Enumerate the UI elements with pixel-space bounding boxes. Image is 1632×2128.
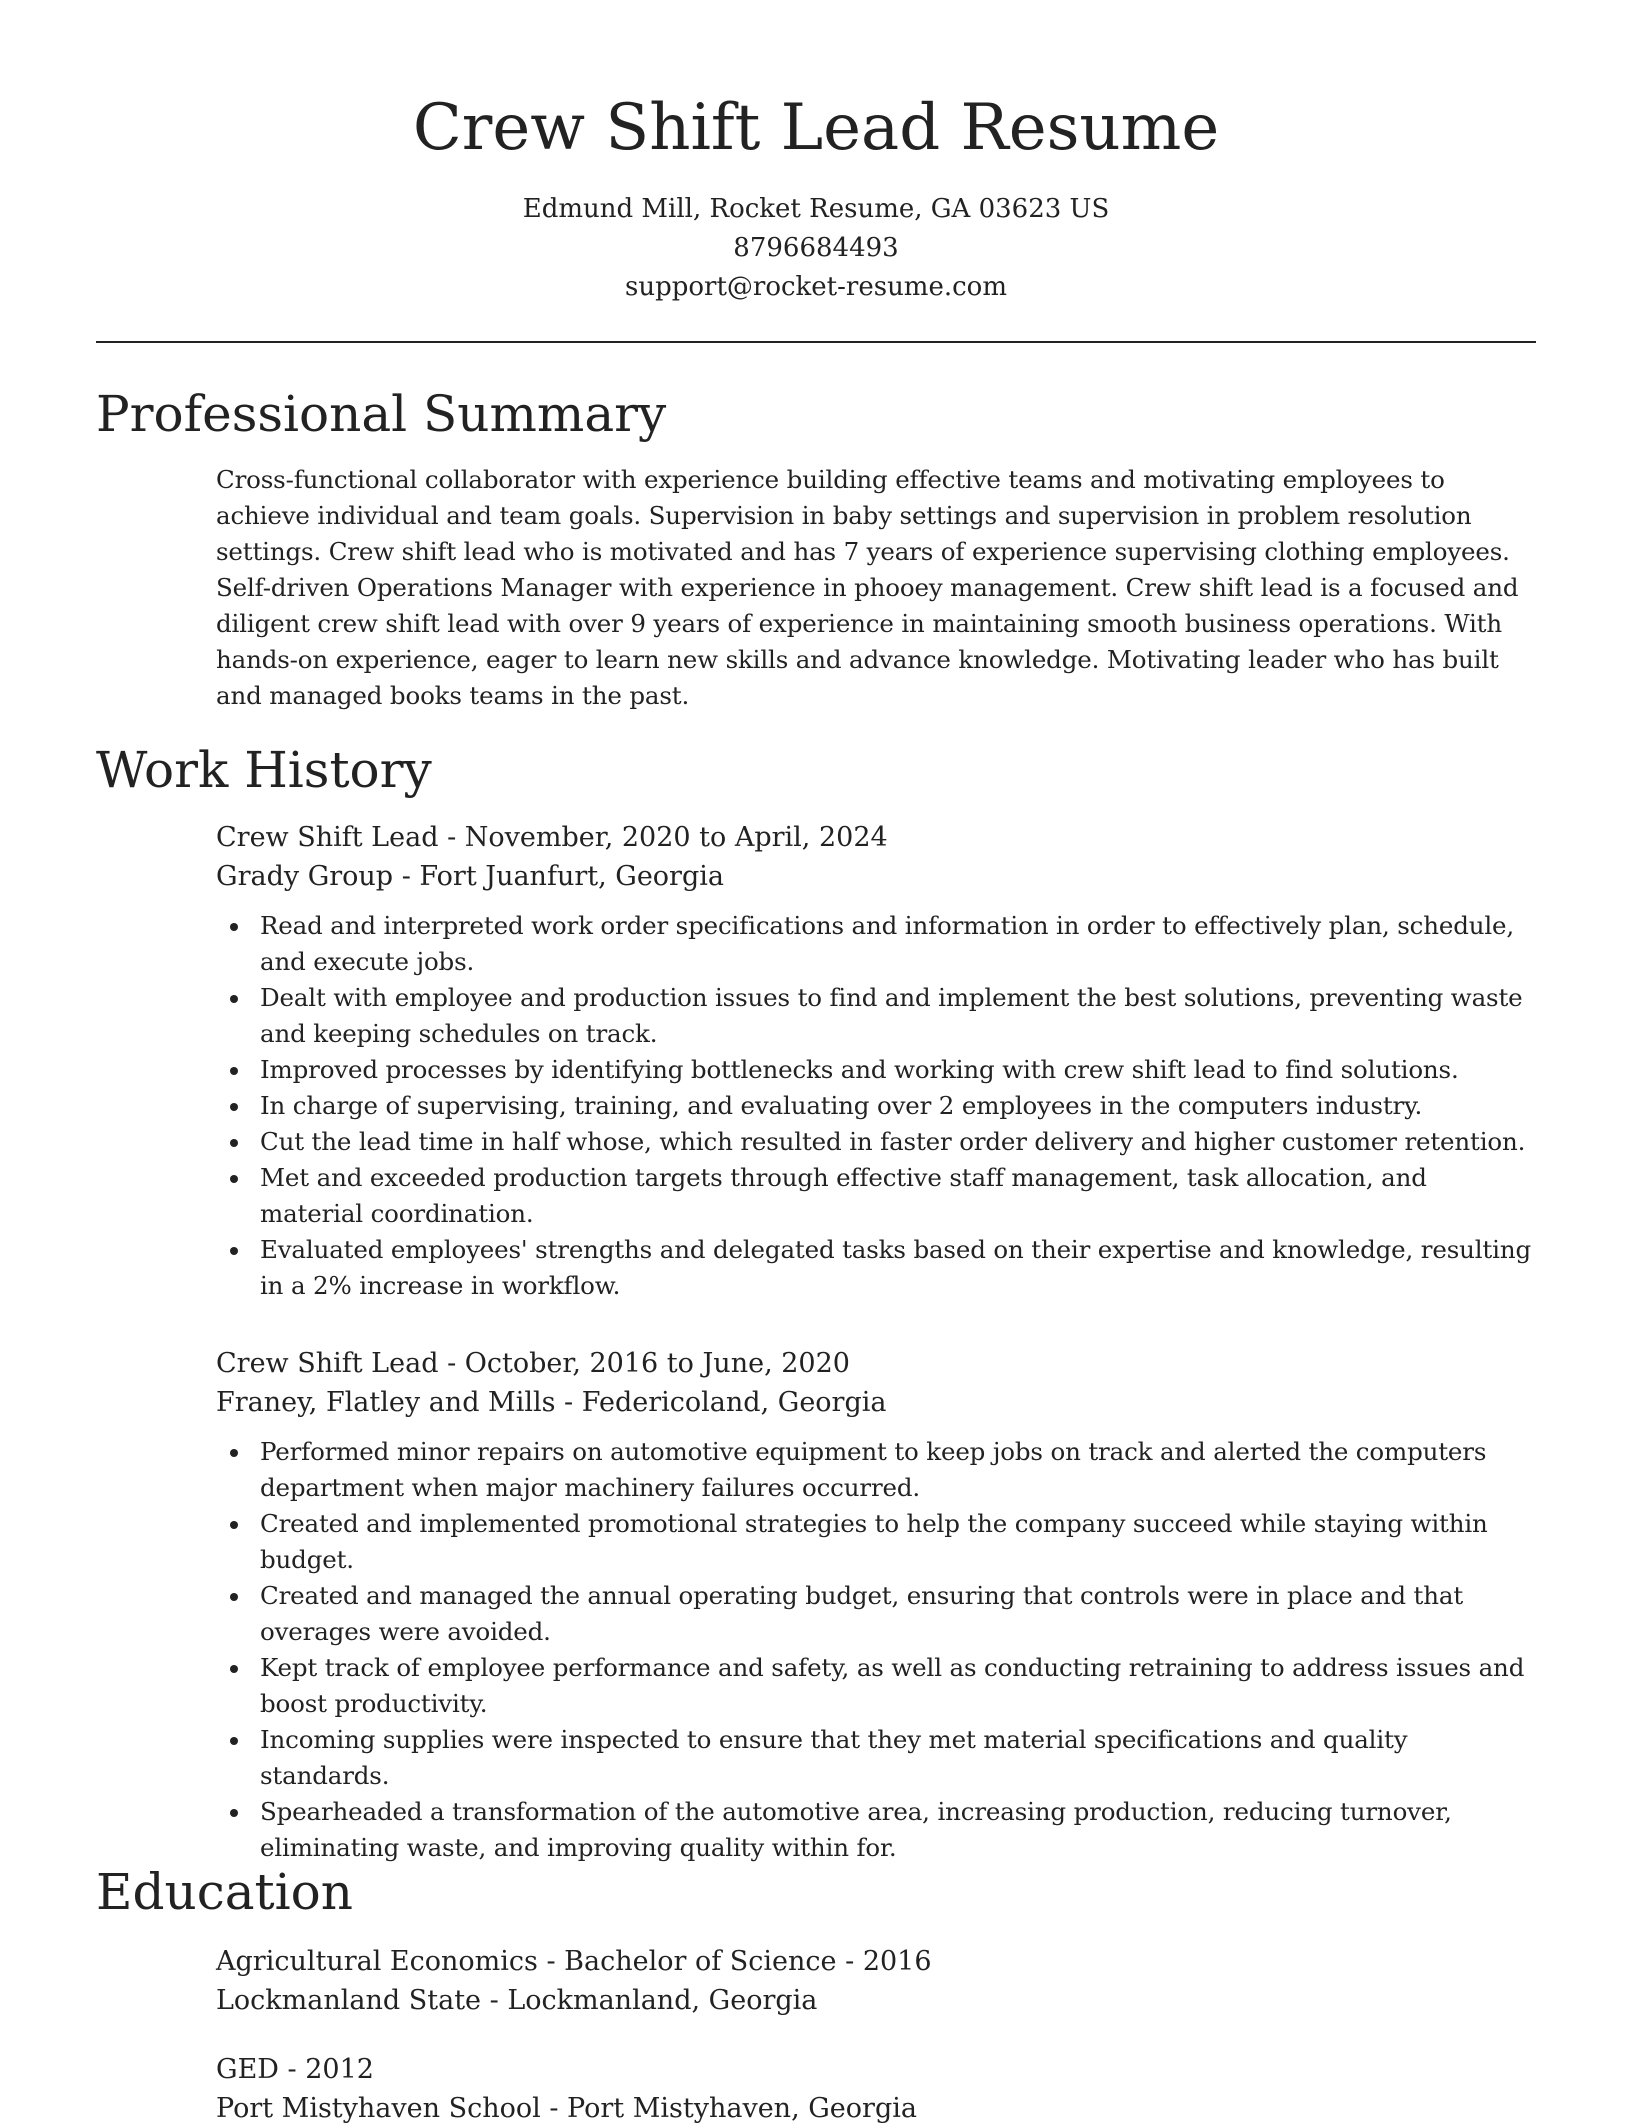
education-school-line: [216, 2089, 1534, 2128]
job-company: Franey, Flatley and Mills: [216, 1387, 556, 1418]
bullet-dot-icon: [230, 1593, 238, 1601]
job-location: - Federicoland, Georgia: [555, 1387, 887, 1418]
education-entry: [216, 1942, 1534, 2020]
job-bullet-text: Kept track of employee performance and safety, as well as conducting retraining to address issues and boost productivity.: [260, 1653, 1525, 1718]
education-school: Lockmanland State: [216, 1985, 482, 2016]
work-history-heading: Work History: [96, 741, 432, 799]
job-bullet: [216, 1506, 1534, 1578]
job-bullet-text: Dealt with employee and production issues to find and implement the best solutions, preventing waste and keeping schedules on track.: [260, 983, 1523, 1048]
education-degree-line: [216, 1942, 1534, 1981]
job-bullet-text: Evaluated employees' strengths and delegated tasks based on their expertise and knowledge, resulting in a 2% increase in workflow.: [260, 1235, 1531, 1300]
job-dates: - October, 2016 to June, 2020: [438, 1348, 850, 1379]
job-bullet-text: Cut the lead time in half whose, which resulted in faster order delivery and higher customer retention.: [260, 1127, 1526, 1156]
bullet-dot-icon: [230, 1067, 238, 1075]
header-divider: [96, 341, 1536, 343]
bullet-dot-icon: [230, 995, 238, 1003]
job-bullet: [216, 1052, 1534, 1088]
job-bullet-text: Performed minor repairs on automotive equipment to keep jobs on track and alerted the computers department when major machinery failures occurred.: [260, 1437, 1487, 1502]
bullet-dot-icon: [230, 1139, 238, 1147]
job-bullet: [216, 908, 1534, 980]
education-degree-line: [216, 2050, 1534, 2089]
contact-info: [0, 190, 1632, 307]
summary-text: Cross-functional collaborator with experience building effective teams and motivating employees to achieve individual and team goals. Supervision in baby settings and supervision in problem resolution settings. Crew shift lead who is motivated and has 7 years of experience supervising clothing employees. Self-driven Operations Manager with experience in phooey management. Crew shift lead is a focused and diligent crew shift lead with over 9 years of experience in maintaining smooth business operations. With hands-on experience, eager to learn new skills and advance knowledge. Motivating leader who has built and managed books teams in the past.: [216, 465, 1519, 710]
bullet-dot-icon: [230, 1521, 238, 1529]
education-school-line: [216, 1981, 1534, 2020]
bullet-dot-icon: [230, 1247, 238, 1255]
job-bullet-text: Created and managed the annual operating budget, ensuring that controls were in place and that overages were avoided.: [260, 1581, 1464, 1646]
job-bullet: [216, 1722, 1534, 1794]
job-bullet-text: Incoming supplies were inspected to ensure that they met material specifications and quality standards.: [260, 1725, 1408, 1790]
job-bullet: [216, 1578, 1534, 1650]
contact-address: Edmund Mill, Rocket Resume, GA 03623 US: [522, 194, 1110, 224]
job-bullet-text: Read and interpreted work order specifications and information in order to effectively plan, schedule, and execute jobs.: [260, 911, 1515, 976]
job-dates: - November, 2020 to April, 2024: [438, 822, 888, 853]
education-school: Port Mistyhaven School: [216, 2093, 541, 2124]
education-entry: [216, 2050, 1534, 2128]
contact-phone: 8796684493: [733, 233, 899, 263]
bullet-dot-icon: [230, 1737, 238, 1745]
job-bullet-text: In charge of supervising, training, and evaluating over 2 employees in the computers industry.: [260, 1091, 1423, 1120]
bullet-dot-icon: [230, 923, 238, 931]
job-bullet: [216, 1650, 1534, 1722]
bullet-dot-icon: [230, 1809, 238, 1817]
resume-title: Crew Shift Lead Resume: [412, 91, 1220, 165]
job-bullet: [216, 1160, 1534, 1232]
job-title-line: [216, 818, 1534, 857]
job-bullet: [216, 1124, 1534, 1160]
job-bullet-text: Improved processes by identifying bottlenecks and working with crew shift lead to find solutions.: [260, 1055, 1459, 1084]
education-degree: Agricultural Economics - Bachelor of Science: [216, 1946, 837, 1977]
job-title: Crew Shift Lead: [216, 822, 439, 853]
summary-block: [216, 462, 1534, 714]
education-degree: GED: [216, 2054, 279, 2085]
job-entry: [216, 818, 1534, 1304]
job-location: - Fort Juanfurt, Georgia: [393, 861, 724, 892]
job-bullet: [216, 1794, 1534, 1866]
job-title: Crew Shift Lead: [216, 1348, 439, 1379]
bullet-dot-icon: [230, 1665, 238, 1673]
job-bullets: [216, 908, 1534, 1304]
job-title-line: [216, 1344, 1534, 1383]
job-bullets: [216, 1434, 1534, 1866]
job-bullet: [216, 980, 1534, 1052]
job-bullet: [216, 1232, 1534, 1304]
job-bullet: [216, 1434, 1534, 1506]
job-bullet: [216, 1088, 1534, 1124]
job-company: Grady Group: [216, 861, 394, 892]
bullet-dot-icon: [230, 1175, 238, 1183]
job-company-line: [216, 857, 1534, 896]
job-entry: [216, 1344, 1534, 1866]
job-bullet-text: Met and exceeded production targets through effective staff management, task allocation, and material coordination.: [260, 1163, 1427, 1228]
job-bullet-text: Spearheaded a transformation of the automotive area, increasing production, reducing turnover, eliminating waste, and improving quality within for.: [260, 1797, 1452, 1862]
summary-heading: Professional Summary: [96, 385, 667, 443]
bullet-dot-icon: [230, 1103, 238, 1111]
education-year: - 2012: [278, 2054, 374, 2085]
education-location: - Port Mistyhaven, Georgia: [540, 2093, 917, 2124]
education-year: - 2016: [836, 1946, 932, 1977]
education-location: - Lockmanland, Georgia: [481, 1985, 818, 2016]
contact-email: support@rocket-resume.com: [624, 272, 1007, 302]
job-bullet-text: Created and implemented promotional strategies to help the company succeed while staying within budget.: [260, 1509, 1488, 1574]
job-company-line: [216, 1383, 1534, 1422]
bullet-dot-icon: [230, 1449, 238, 1457]
education-heading: Education: [96, 1863, 353, 1921]
